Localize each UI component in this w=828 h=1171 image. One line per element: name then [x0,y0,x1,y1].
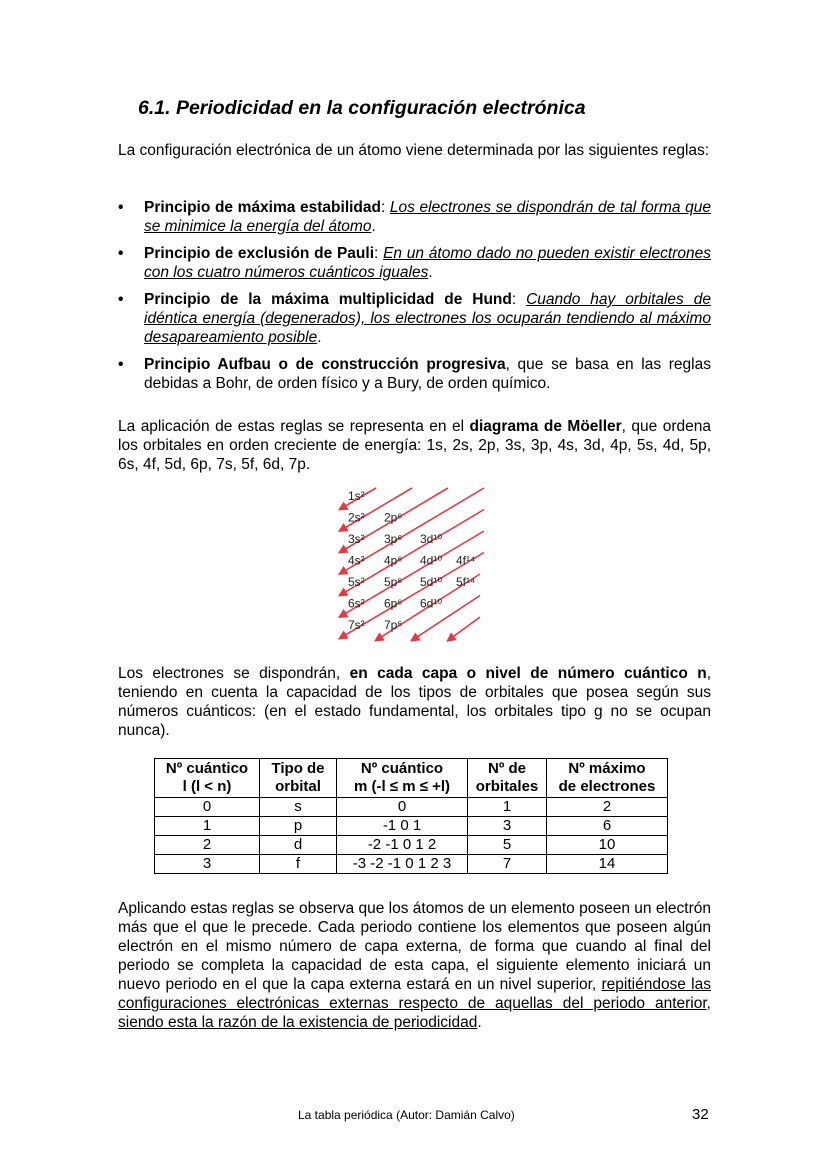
orbital-label: 3s² [348,532,365,546]
closing-underlined: repitiéndose las configuraciones electrónicas externas respecto de aquellas del periodo anterior, siendo esta la razón de la existencia de periodicidad [118,976,711,1031]
footer-text: La tabla periódica (Autor: Damián Calvo) [298,1108,515,1122]
table-row [155,855,668,874]
rule-item [118,290,711,347]
electrons-bold: en cada capa o nivel de número cuántico n [349,665,707,682]
rule-name: Principio de máxima estabilidad [144,199,381,216]
orbital-label: 4p⁶ [384,553,403,568]
rule-description: Cuando hay orbitales de idéntica energía (degenerados), los electrones los ocuparán tendiendo al máximo desapareamiento posible [144,291,711,346]
orbital-label: 1s² [348,489,365,503]
electrons-text: Los electrones se dispondrán, [118,665,350,682]
closing-text: Aplicando estas reglas se observa que los átomos de un elemento poseen un electrón más que el que le precede. Cada periodo contiene los elementos que poseen algún electrón en el mismo número de capa externa, de forma que cuando al final del periodo se completa la capacidad de esta capa, el siguiente elemento iniciará un nuevo periodo en el que la capa externa estará en un nivel superior, [118,900,711,993]
orbital-label: 6s² [348,596,365,611]
column-header: Nº máximo de electrones [547,759,668,798]
rule-item [118,244,711,282]
table-cell: 1 [155,817,260,836]
orbital-label: 2p⁶ [384,510,403,525]
moeller-diagram [330,483,510,653]
column-header: Tipo de orbital [260,759,337,798]
page-number: 32 [692,1106,709,1123]
table-cell: -2 -1 0 1 2 [337,836,468,855]
rule-description: Los electrones se dispondrán de tal forma que se minimice la energía del átomo [144,199,711,235]
orbital-label: 7p⁶ [384,618,403,632]
table-row [155,817,668,836]
moeller-diagram-name: diagrama de Möeller [469,418,622,435]
table-cell: 2 [155,836,260,855]
electrons-paragraph [118,664,711,740]
orbital-label: 5f¹⁴ [456,575,476,589]
table-cell: 10 [547,836,668,855]
orbital-label: 2s² [348,510,365,525]
table-cell: 0 [155,798,260,817]
rule-end: . [428,264,433,281]
orbital-label: 6p⁶ [384,596,403,611]
table-cell: 3 [468,817,547,836]
table-row [155,798,668,817]
table-cell: 1 [468,798,547,817]
rule-name: Principio de exclusión de Pauli [144,245,375,262]
table-row [155,836,668,855]
orbital-label: 4f¹⁴ [456,553,476,568]
closing-paragraph [118,899,711,1032]
table-cell: f [260,855,337,874]
table-cell: 6 [547,817,668,836]
bullet-icon: • [118,199,124,216]
orbital-label: 5p⁶ [384,575,403,589]
table-cell: 3 [155,855,260,874]
column-header: Nº cuántico l (l < n) [155,759,260,798]
moeller-text: La aplicación de estas reglas se representa en el [118,418,470,435]
orbital-label: 4s² [348,553,365,568]
orbital-label: 5d¹⁰ [420,575,443,589]
rule-description: , que se basa en las reglas debidas a Bohr, de orden físico y a Bury, de orden químico. [144,356,711,392]
orbital-label: 7s² [348,618,365,632]
table-cell: p [260,817,337,836]
table-header-row [155,759,668,798]
bullet-icon: • [118,245,124,262]
bullet-icon: • [118,356,124,373]
orbital-label: 3p⁶ [384,532,403,546]
column-header: Nº de orbitales [468,759,547,798]
moeller-orbital-order: , que ordena los orbitales en orden creciente de energía: 1s, 2s, 2p, 3s, 3p, 4s, 3d, 4p, 5s, 4d, 5p, 6s, 4f, 5d, 6p, 7s, 5f, 6d, 7p. [118,418,711,473]
rule-end: . [317,329,322,346]
orbital-label: 4d¹⁰ [420,553,443,568]
closing-end: . [477,1014,482,1031]
rules-list [118,198,711,401]
moeller-paragraph [118,417,711,474]
table-cell: 14 [547,855,668,874]
intro-paragraph [118,141,711,160]
table-cell: 5 [468,836,547,855]
rule-description: En un átomo dado no pueden existir electrones con los cuatro números cuánticos iguales [144,245,711,281]
rule-name: Principio Aufbau o de construcción progresiva [144,356,506,373]
rule-name: Principio de la máxima multiplicidad de Hund [144,291,512,308]
table-cell: -3 -2 -1 0 1 2 3 [337,855,468,874]
orbital-label: 5s² [348,575,365,589]
rule-sep: : [380,199,390,216]
table-cell: 7 [468,855,547,874]
intro-text: La configuración electrónica de un átomo viene determinada por las siguientes reglas: [118,142,710,159]
bullet-icon: • [118,291,124,308]
rule-sep: : [374,245,384,262]
rule-end: . [371,218,376,235]
electrons-text-end: , teniendo en cuenta la capacidad de los tipos de orbitales que posea según sus números cuánticos: (en el estado fundamental, los orbitales tipo g no se ocupan nunca). [118,665,711,739]
rule-item [118,198,711,236]
table-cell: -1 0 1 [337,817,468,836]
table-cell: s [260,798,337,817]
moeller-diagram-svg [330,483,510,653]
orbital-label: 6d¹⁰ [420,596,443,611]
rule-item [118,355,711,393]
rule-sep: : [511,291,527,308]
quantum-table [154,758,668,874]
table-cell: 0 [337,798,468,817]
diagram-arrow [450,617,480,639]
table-cell: 2 [547,798,668,817]
section-heading: 6.1. Periodicidad en la configuración electrónica [138,97,586,119]
table-cell: d [260,836,337,855]
orbital-label: 3d¹⁰ [420,532,443,546]
column-header: Nº cuántico m (-l ≤ m ≤ +l) [337,759,468,798]
